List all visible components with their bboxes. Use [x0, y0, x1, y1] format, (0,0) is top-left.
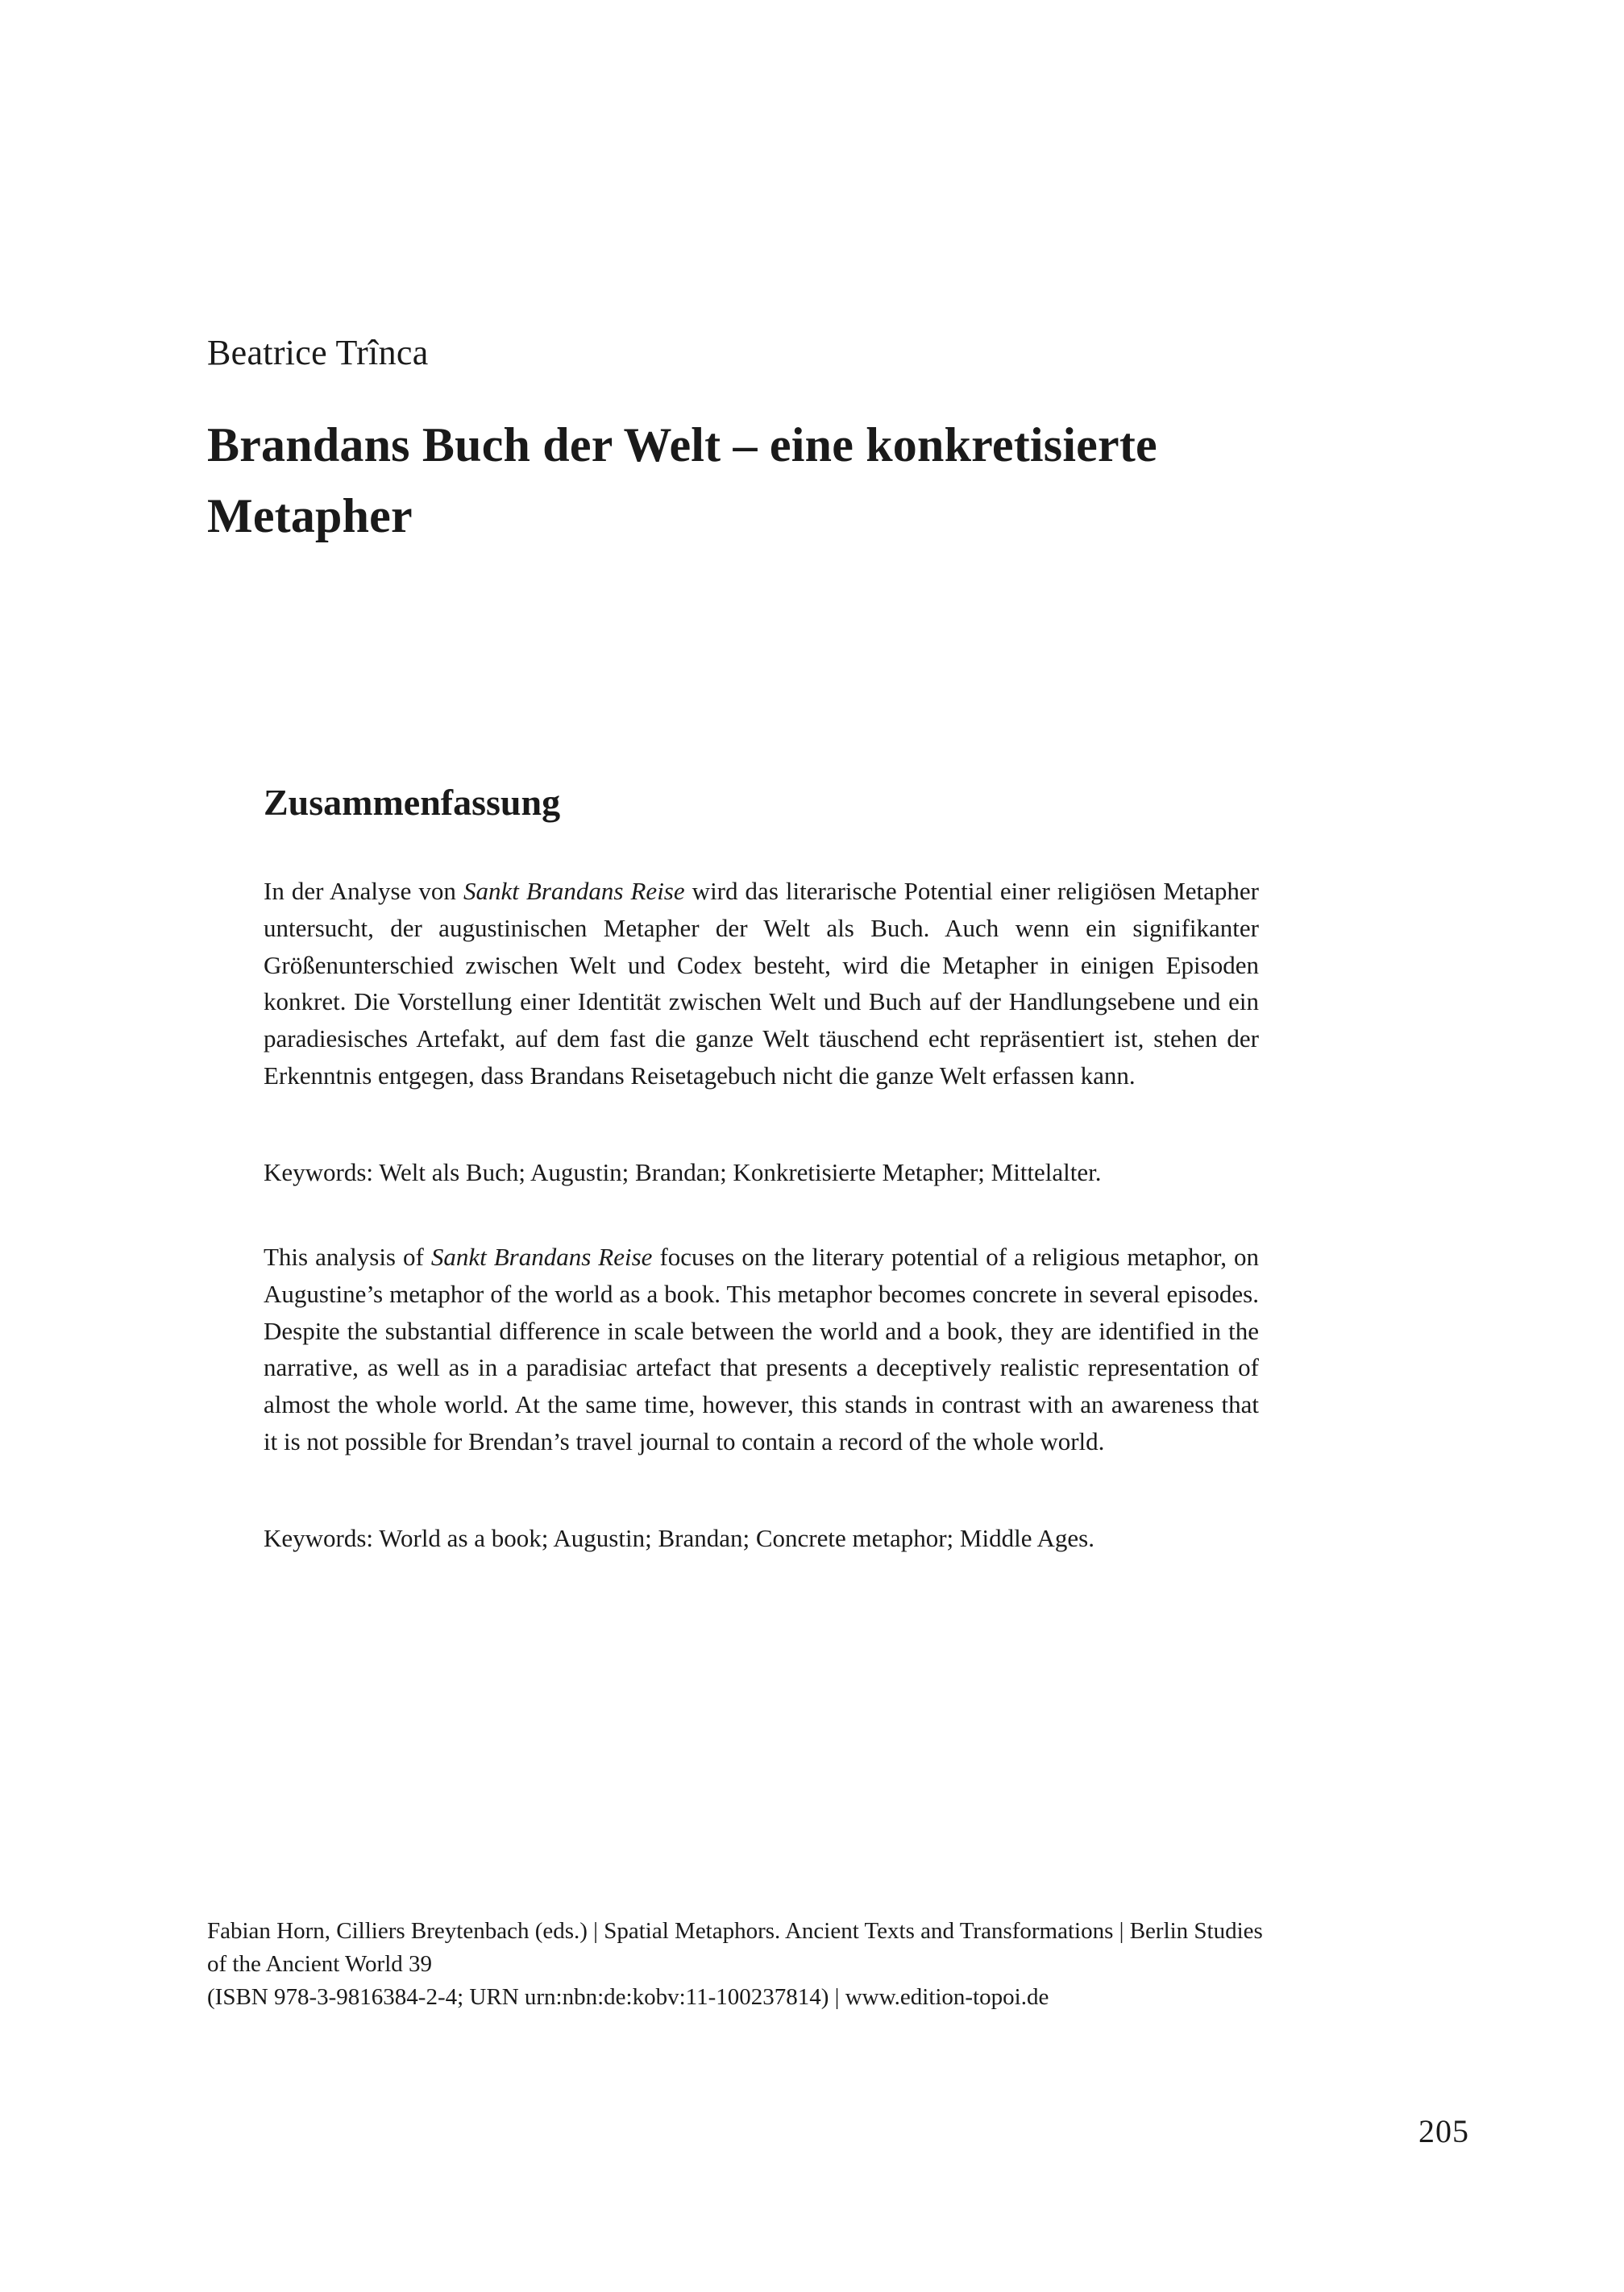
german-keywords-text: Keywords: Welt als Buch; Augustin; Brandan; Konkretisierte Metapher; Mittelalter. [264, 1158, 1102, 1186]
publication-footer [207, 1915, 1263, 2014]
summary-heading: Zusammenfassung [264, 782, 561, 823]
english-abstract [264, 1239, 1259, 1460]
article-title: Brandans Buch der Welt – eine konkretisierte Metapher [207, 418, 1157, 542]
english-abstract-lead: This analysis of [264, 1243, 431, 1271]
german-abstract [264, 873, 1259, 1094]
german-abstract-lead: In der Analyse von [264, 877, 463, 905]
footer-citation: Fabian Horn, Cilliers Breytenbach (eds.) | Spatial Metaphors. Ancient Texts and Transformations | Berlin Studies of the Ancient World 39 [207, 1918, 1263, 1977]
author-name: Beatrice Trînca [207, 333, 429, 372]
english-keywords-text: Keywords: World as a book; Augustin; Brandan; Concrete metaphor; Middle Ages. [264, 1524, 1094, 1552]
german-abstract-body: wird das literarische Potential einer religiösen Metapher untersucht, der augustinischen Metapher der Welt als Buch. Auch wenn ein signifikanter Größenunterschied zwischen Welt und Codex besteht, wird die Metapher in einigen Episoden konkret. Die Vorstellung einer Identität zwischen Welt und Buch auf der Handlungsebene und ein paradiesisches Artefakt, auf dem fast die ganze Welt täuschend echt repräsentiert ist, stehen der Erkenntnis entgegen, dass Brandans Reisetagebuch nicht die ganze Welt erfassen kann. [264, 877, 1259, 1090]
german-work-title: Sankt Brandans Reise [463, 877, 685, 905]
english-keywords [264, 1520, 1259, 1557]
german-abstract-text [264, 873, 1259, 1094]
footer-isbn-url: (ISBN 978-3-9816384-2-4; URN urn:nbn:de:kobv:11-100237814) | www.edition-topoi.de [207, 1984, 1049, 2010]
english-abstract-text [264, 1239, 1259, 1460]
page-number: 205 [1418, 2113, 1469, 2149]
english-abstract-body: focuses on the literary potential of a religious metaphor, on Augustine’s metaphor of the world as a book. This metaphor becomes concrete in several episodes. Despite the substantial difference in scale between the world and a book, they are identified in the narrative, as well as in a paradisiac artefact that presents a deceptively realistic representation of almost the whole world. At the same time, however, this stands in contrast with an awareness that it is not possible for Brendan’s travel journal to contain a record of the whole world. [264, 1243, 1259, 1455]
german-keywords [264, 1154, 1259, 1191]
english-work-title: Sankt Brandans Reise [430, 1243, 653, 1271]
